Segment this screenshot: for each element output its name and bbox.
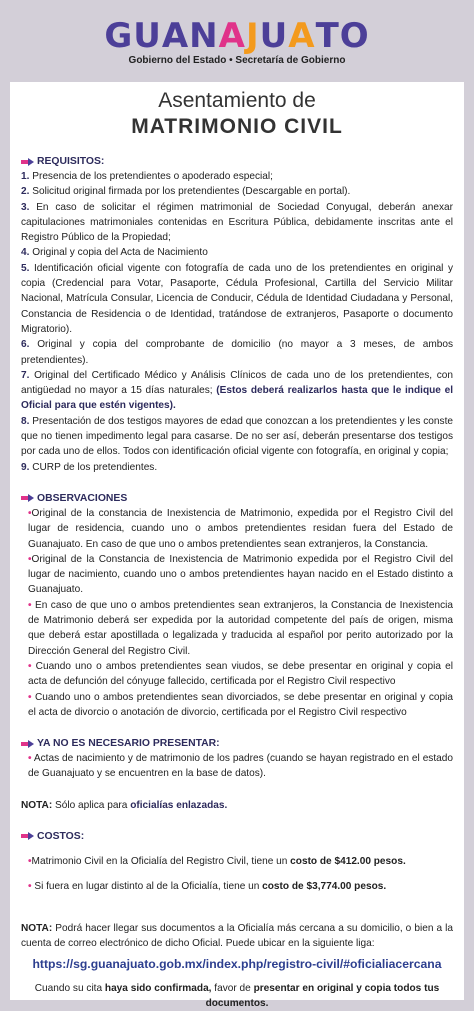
list-item bbox=[21, 200, 453, 246]
item-text: En caso de solicitar el régimen matrimonial de Sociedad Conyugal, deberán anexar capitulaciones matrimoniales contenidas en Escritura Pública, debidamente inscritas ante el Registro Público de la Propiedad; bbox=[21, 201, 453, 244]
bullet-icon: • bbox=[28, 507, 32, 519]
costos-list bbox=[21, 854, 453, 895]
logo-letter: O bbox=[339, 16, 370, 56]
list-item bbox=[21, 552, 453, 598]
item-emphasis: (Estos deberá realizarlos hasta que le indique el Oficial para que estén vigentes). bbox=[21, 385, 453, 412]
content-card bbox=[10, 82, 464, 1010]
item-number: 4. bbox=[21, 247, 30, 259]
logo-letter: T bbox=[315, 16, 340, 56]
list-item bbox=[21, 184, 453, 199]
item-text: En caso de que uno o ambos pretendientes sean extranjeros, la Constancia de Inexistencia de Matrimonio deberá ser expedida por la autoridad competente del país de origen, misma que deberá estar apostillada o legalizada y traducida al español por perito autorizado por la Dirección General del Registro Civil. bbox=[28, 599, 453, 657]
oficialias-enlazadas-link[interactable]: oficialías enlazadas. bbox=[130, 799, 228, 811]
arrow-icon bbox=[21, 158, 34, 166]
requisitos-heading: REQUISITOS: bbox=[21, 154, 453, 169]
list-item bbox=[21, 879, 453, 894]
item-text: Original de la Constancia de Inexistencia de Matrimonio expedida por el Registro Civil del lugar de nacimiento, cuando uno o ambos pretendientes hayan nacido en el Estado distinto a Guanajuato. bbox=[28, 553, 453, 596]
item-text: Original y copia del comprobante de domicilio (no mayor a 3 meses, de ambos pretendientes). bbox=[21, 339, 453, 366]
list-item bbox=[21, 245, 453, 260]
item-number: 8. bbox=[21, 415, 30, 427]
bullet-icon: • bbox=[28, 856, 32, 868]
bullet-icon: • bbox=[28, 599, 32, 611]
costos-section bbox=[21, 829, 453, 895]
list-item bbox=[21, 659, 453, 690]
list-item bbox=[21, 337, 453, 368]
item-text: Matrimonio Civil en la Oficialía del Registro Civil, tiene un bbox=[31, 856, 291, 868]
list-item bbox=[21, 690, 453, 721]
arrow-icon bbox=[21, 832, 34, 840]
observaciones-heading: OBSERVACIONES bbox=[21, 491, 453, 506]
list-item bbox=[21, 854, 453, 869]
nota-envio: NOTA: Podrá hacer llegar sus documentos a la Oficialía más cercana a su domicilio, o bien a la cuenta de correo electrónico de dicho Oficial. Puede ubicar en la siguiente liga: bbox=[21, 922, 453, 950]
item-text: Original de la constancia de Inexistencia de Matrimonio, expedida por el Registro Civil del lugar de residencia, cuando uno o ambos pretendientes residan fuera del Estado de Guanajuato. En caso de que uno o ambos pretendientes sean extranjeros, la Constancia. bbox=[28, 507, 453, 550]
logo-letter: U bbox=[133, 16, 162, 56]
item-number: 6. bbox=[21, 339, 30, 351]
logo-letter: J bbox=[245, 16, 260, 56]
logo-letter: A bbox=[288, 16, 316, 56]
guanajuato-logo bbox=[0, 18, 474, 54]
bullet-icon: • bbox=[28, 881, 32, 893]
list-item bbox=[21, 169, 453, 184]
item-text: Presentación de dos testigos mayores de edad que conozcan a los pretendientes y les conste que no tienen impedimento legal para casarse. De no ser así, deberán presentarse dos testigos por cada uno de ellos. Todos con identificación oficial vigente con fotografía, en original y copia; bbox=[21, 415, 453, 458]
logo-letter: U bbox=[259, 16, 289, 56]
item-number: 7. bbox=[21, 369, 30, 381]
no-necesario-heading: YA NO ES NECESARIO PRESENTAR: bbox=[21, 736, 453, 751]
item-number: 9. bbox=[21, 461, 30, 473]
oficialia-cercana-link[interactable]: https://sg.guanajuato.gob.mx/index.php/registro-civil/#oficialiacercana bbox=[32, 957, 442, 972]
list-item bbox=[21, 261, 453, 337]
costos-heading: COSTOS: bbox=[21, 829, 453, 844]
item-text: Cuando uno o ambos pretendientes sean viudos, se debe presentar en original y copia el acta de defunción del cónyuge fallecido, certificada por el Registro Civil respectivo bbox=[28, 660, 453, 688]
no-necesario-section bbox=[21, 736, 453, 782]
cost-amount: costo de $3,774.00 pesos. bbox=[262, 881, 387, 893]
page-title-line2: MATRIMONIO CIVIL bbox=[131, 115, 343, 138]
bullet-icon: • bbox=[28, 553, 32, 565]
logo-subtitle: Gobierno del Estado • Secretaría de Gobierno bbox=[128, 55, 346, 66]
logo-letter: N bbox=[189, 16, 219, 56]
item-text: Original y copia del Acta de Nacimiento bbox=[29, 247, 208, 259]
list-item bbox=[21, 506, 453, 552]
page-title-line1: Asentamiento de bbox=[158, 89, 316, 112]
item-number: 1. bbox=[21, 171, 30, 182]
logo-letter: A bbox=[161, 16, 190, 56]
list-item bbox=[21, 368, 453, 414]
logo-letter: G bbox=[104, 16, 134, 56]
header bbox=[0, 0, 474, 82]
list-item bbox=[21, 460, 453, 475]
item-text: CURP de los pretendientes. bbox=[29, 461, 158, 473]
list-item bbox=[21, 598, 453, 659]
observaciones-section bbox=[21, 491, 453, 720]
item-text: Original del Certificado Médico y Análisis Clínicos de cada uno de los pretendientes, con antigüedad no mayor a 15 días naturales; bbox=[21, 369, 453, 397]
item-text: Si fuera en lugar distinto al de la Oficialía, tiene un bbox=[31, 881, 263, 893]
requisitos-section bbox=[21, 154, 453, 475]
bullet-icon: • bbox=[28, 660, 32, 672]
item-number: 3. bbox=[21, 201, 30, 213]
bullet-icon: • bbox=[28, 691, 32, 703]
arrow-icon bbox=[21, 494, 34, 502]
requisitos-list bbox=[21, 169, 453, 475]
nota-oficialias: NOTA: Sólo aplica para oficialías enlazadas. bbox=[21, 799, 228, 811]
item-text: Cuando uno o ambos pretendientes sean divorciados, se debe presentar en original y copia el acta de divorcio o anotación de divorcio, certificada por el Registro Civil respectivo bbox=[28, 691, 453, 718]
item-text: Presencia de los pretendientes o apoderado especial; bbox=[29, 171, 273, 182]
item-text: Solicitud original firmada por los pretendientes (Descargable en portal). bbox=[29, 186, 351, 198]
logo-letter: A bbox=[218, 16, 246, 56]
no-necesario-text: • Actas de nacimiento y de matrimonio de los padres (cuando se hayan registrado en el estado de Guanajuato y se encuentren en la base de datos). bbox=[28, 753, 453, 780]
footer-note: Cuando su cita haya sido confirmada, favor de presentar en original y copia todos tus documentos. bbox=[34, 983, 440, 1010]
observaciones-list bbox=[21, 506, 453, 720]
item-number: 2. bbox=[21, 186, 30, 198]
bullet-icon: • bbox=[28, 753, 32, 765]
list-item bbox=[21, 414, 453, 460]
arrow-icon bbox=[21, 740, 34, 748]
item-number: 5. bbox=[21, 262, 30, 274]
cost-amount: costo de $412.00 pesos. bbox=[290, 856, 406, 868]
item-text: Identificación oficial vigente con fotografía de cada uno de los pretendientes en original y copia (Credencial para Votar, Pasaporte, Cédula Profesional, Cartilla del Servicio Militar Nacional, Matrícula Consular, Licencia de Conducir, Cédula de Identidad Ciudadana y Personal, Constancia de Residencia o de Identidad, tratándose de extranjeros, Pasaporte o documento Migratorio). bbox=[21, 262, 453, 335]
